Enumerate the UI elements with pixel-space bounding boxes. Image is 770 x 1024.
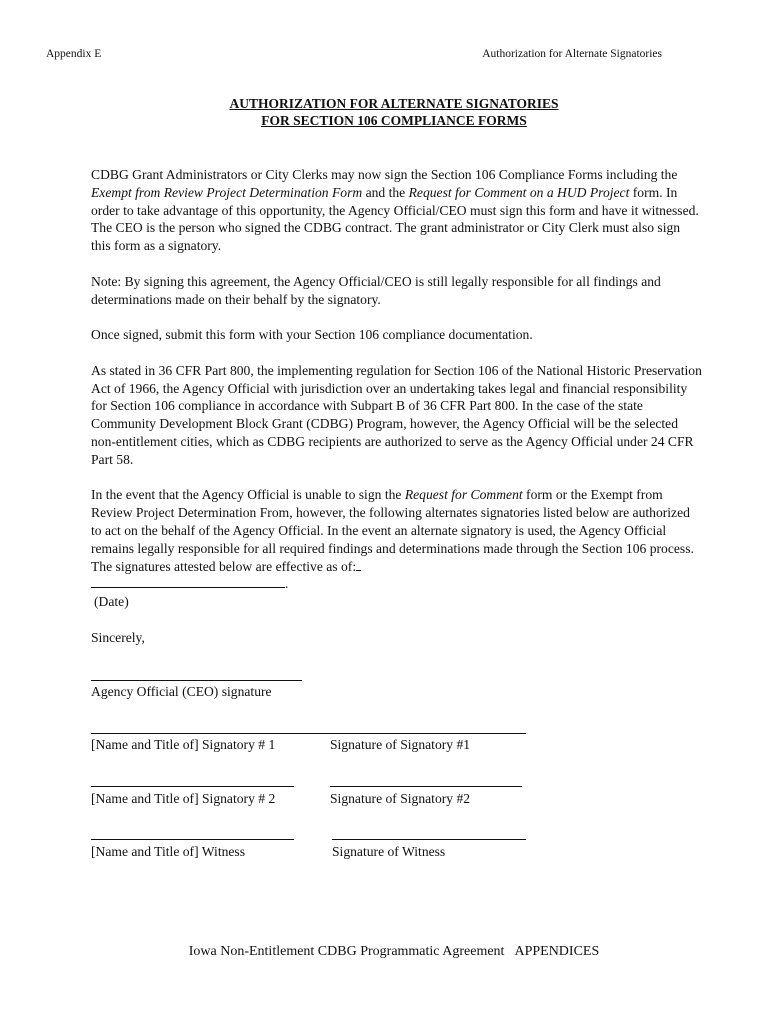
title-line-2: FOR SECTION 106 COMPLIANCE FORMS — [261, 113, 527, 128]
closing-text: Sincerely, — [91, 629, 145, 645]
footer-agreement-title: Iowa Non-Entitlement CDBG Programmatic Agreement — [188, 944, 505, 959]
signatory-2-name-label: [Name and Title of] Signatory # 2 — [91, 791, 276, 806]
page-footer — [0, 944, 770, 960]
effective-date-line[interactable] — [91, 575, 285, 588]
signatory-1-line[interactable] — [91, 733, 526, 734]
witness-name-line[interactable] — [91, 839, 294, 840]
document-title — [0, 95, 770, 129]
signatory-1-name-label: [Name and Title of] Signatory # 1 — [91, 737, 276, 752]
footer-section-label: APPENDICES — [514, 944, 600, 959]
signatory-2-name-line[interactable] — [91, 786, 294, 787]
ceo-signature-line[interactable] — [91, 680, 302, 681]
witness-signature-label: Signature of Witness — [332, 844, 446, 859]
date-label: (Date) — [94, 594, 129, 610]
document-body — [91, 166, 703, 647]
intro-paragraph: CDBG Grant Administrators or City Clerks may now sign the Section 106 Compliance Forms including the Exempt from Review Project Determination Form and the Request for Comment on a HUD Project form. In order to take advantage of this opportunity, the Agency Official/CEO must sign this form and have it witnessed. The CEO is the person who signed the CDBG contract. The grant administrator or City Clerk must also sign this form as a signatory. — [91, 167, 699, 254]
signatory-2-signature-line[interactable] — [330, 786, 522, 787]
header-document-title: Authorization for Alternate Signatories — [482, 48, 662, 60]
witness-name-label: [Name and Title of] Witness — [91, 844, 246, 859]
signatory-1-signature-label: Signature of Signatory #1 — [330, 737, 471, 752]
signatory-2-signature-label: Signature of Signatory #2 — [330, 791, 471, 806]
header-appendix-label: Appendix E — [46, 48, 102, 60]
title-line-1: AUTHORIZATION FOR ALTERNATE SIGNATORIES — [229, 96, 559, 111]
ceo-signature-label: Agency Official (CEO) signature — [91, 684, 272, 699]
submit-paragraph: Once signed, submit this form with your Section 106 compliance documentation. — [91, 327, 533, 343]
note-paragraph: Note: By signing this agreement, the Agency Official/CEO is still legally responsible for all findings and determinations made on their behalf by the signatory. — [91, 273, 661, 307]
regulation-paragraph: As stated in 36 CFR Part 800, the implementing regulation for Section 106 of the National Historic Preservation Act of 1966, the Agency Official with jurisdiction over an undertaking takes legal and financial responsibility for Section 106 compliance in accordance with Subpart B of 36 CFR Part 800. In the case of the state Community Development Block Grant (CDBG) Program, however, the Agency Official will be the selected non-entitlement cities, which as CDBG recipients are authorized to serve as the Agency Official under 24 CFR Part 58. — [91, 362, 702, 467]
witness-signature-line[interactable] — [332, 839, 526, 840]
alternate-paragraph: In the event that the Agency Official is unable to sign the Request for Comment form or the Exempt from Review Project Determination From, however, the following alternates signatories listed below are authorized to act on the behalf of the Agency Official. In the event an alternate signatory is used, the Agency Official remains legally responsible for all required findings and determinations made through the Section 106 process. The signatures attested below are effective as of: . — [91, 487, 694, 592]
